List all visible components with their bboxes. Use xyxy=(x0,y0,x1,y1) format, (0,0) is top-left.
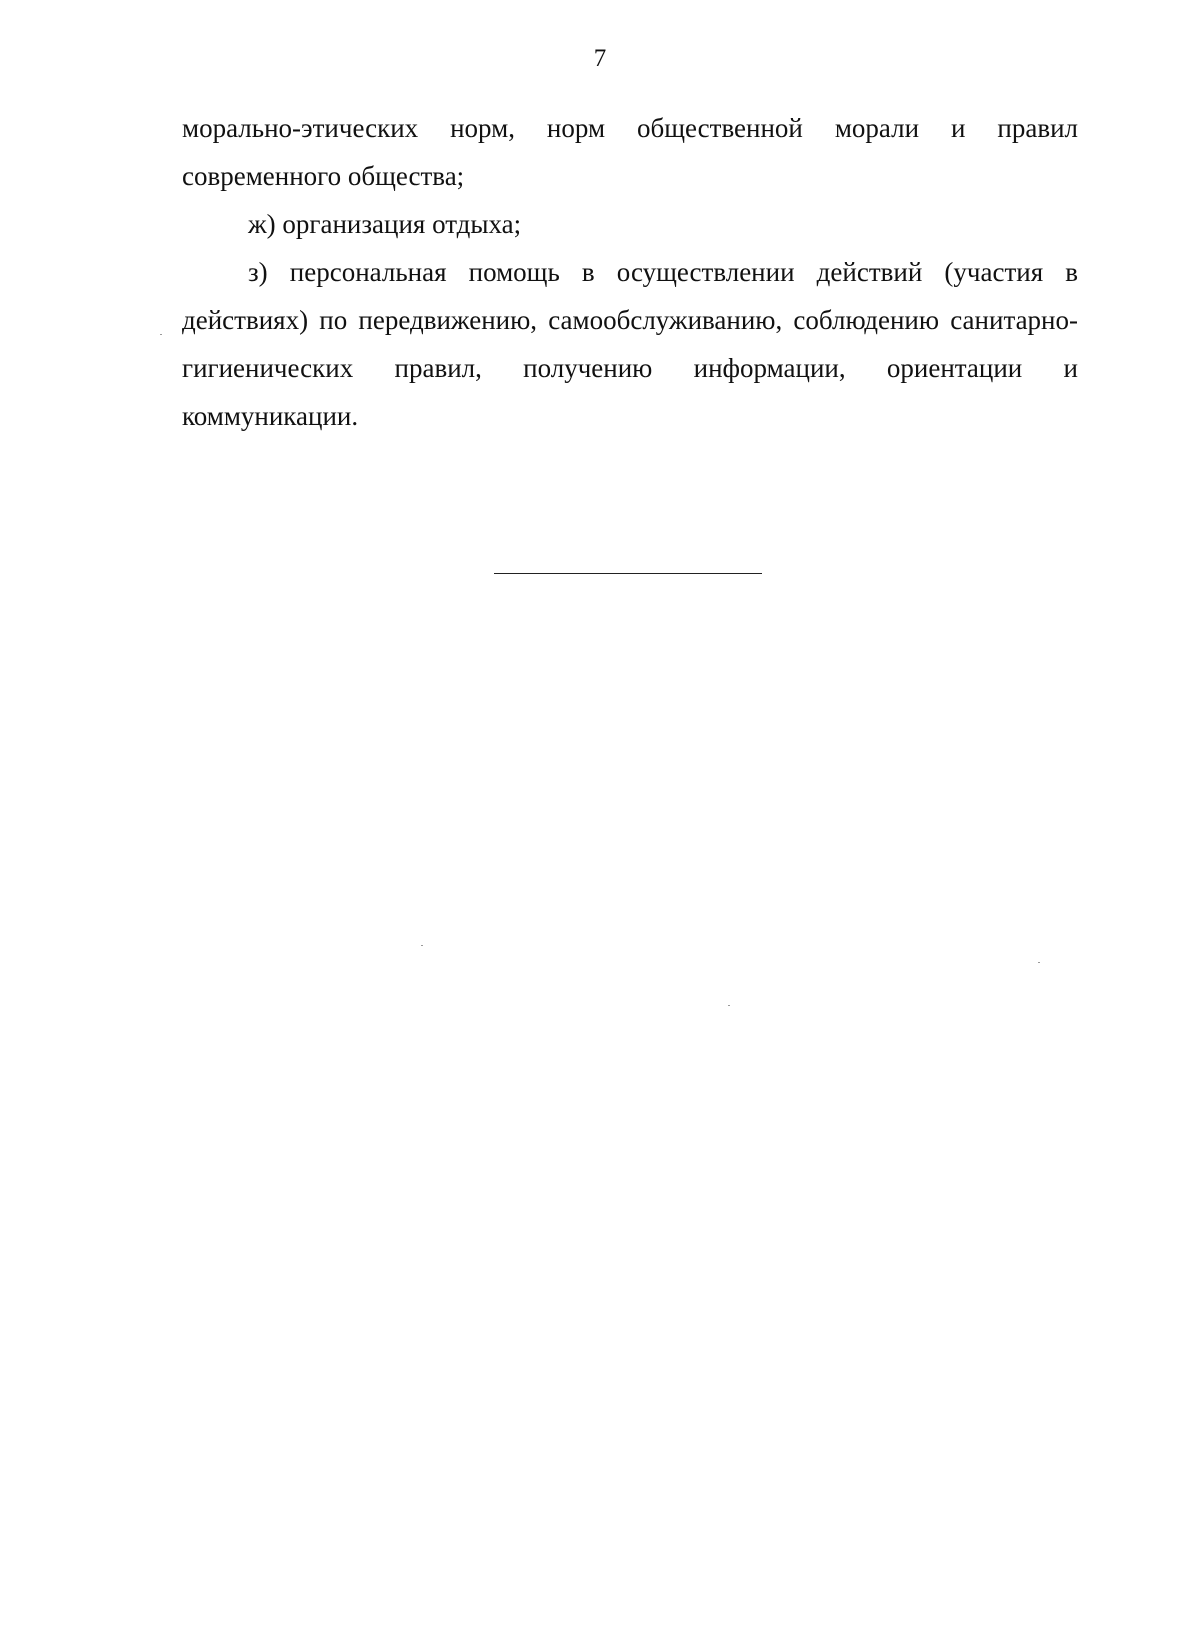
list-item-z: з) персональная помощь в осуществлении действий (участия в действиях) по передвижению, самообслуживанию, соблюдению санитарно-гигиенических правил, получению информации, ориентации и коммуникации. xyxy=(182,257,1078,431)
end-separator-line xyxy=(494,573,762,574)
list-item-zh: ж) организация отдыха; xyxy=(248,209,522,239)
scan-speck xyxy=(421,945,423,946)
paragraph-continuation: морально-этических норм, норм общественной морали и правил современного общества; xyxy=(182,113,1078,191)
document-body xyxy=(182,104,1078,440)
scan-speck xyxy=(728,1005,730,1006)
scan-speck xyxy=(1038,962,1040,963)
page-number: 7 xyxy=(593,45,607,72)
scan-speck xyxy=(160,334,162,335)
